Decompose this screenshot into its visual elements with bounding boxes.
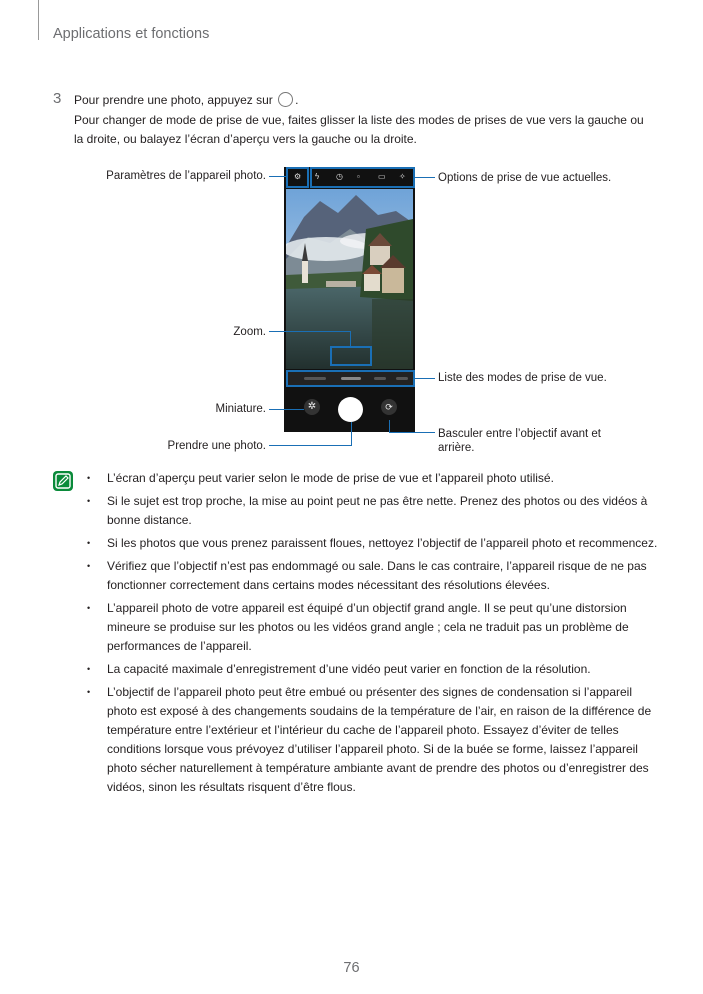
header-divider (38, 0, 39, 40)
note-item: • Si le sujet est trop proche, la mise au point peut ne pas être nette. Prenez des photos ou des vidéos à bonne distance. (86, 492, 661, 530)
motion-photo-icon[interactable]: ▭ (378, 172, 386, 181)
zoom-leader-v (350, 331, 351, 347)
step-instruction-text: Pour prendre une photo, appuyez sur (74, 93, 273, 107)
camera-switch-icon[interactable]: ⟳ (381, 399, 397, 415)
phone-camera-screen (284, 167, 415, 432)
thumbnail-leader (269, 409, 304, 410)
callout-switch-line1: Basculer entre l’objectif avant et (438, 428, 602, 440)
notes-list (86, 469, 661, 801)
modes-highlight (286, 370, 415, 387)
note-item: • La capacité maximale d’enregistrement d’une vidéo peut varier en fonction de la résolution. (86, 660, 661, 679)
note-item: • Si les photos que vous prenez paraissent floues, nettoyez l’objectif de l’appareil photo et recommencez. (86, 534, 661, 553)
note-item: • L’objectif de l’appareil photo peut être embué ou présenter des signes de condensation si l’appareil photo est exposé à des changements soudains de la température de l’air, en raison de la différence de température entre l’extérieur et l’intérieur du cache de l’appareil photo. Essayez d’éviter de telles conditions lorsque vous prévoyez d’utiliser l’appareil photo. Si de la buée se forme, laissez l’appareil photo sécher naturellement à température ambiante avant de prendre des photos ou d’enregistrer des vidéos, sinon les résultats risquent d’être flous. (86, 683, 661, 797)
options-highlight (310, 167, 415, 188)
timer-icon[interactable]: ◷ (336, 172, 343, 181)
gear-icon[interactable]: ⚙ (294, 172, 302, 181)
modes-leader (415, 378, 435, 379)
shutter-circle-icon (278, 92, 293, 107)
filter-icon[interactable]: ✧ (399, 172, 406, 181)
callout-modes: Liste des modes de prise de vue. (438, 372, 607, 384)
callout-zoom: Zoom. (233, 326, 266, 338)
pencil-note-icon (53, 471, 73, 491)
callout-switch-line2: arrière. (438, 442, 475, 454)
step-instruction (74, 92, 299, 109)
flash-icon[interactable]: ϟ (315, 172, 320, 181)
note-item: • L’écran d’aperçu peut varier selon le mode de prise de vue et l’appareil photo utilisé. (86, 469, 661, 488)
settings-leader (269, 176, 286, 177)
pencil-glyph (53, 471, 73, 491)
zoom-highlight (330, 346, 372, 366)
page-number: 76 (343, 960, 360, 976)
step-number: 3 (53, 90, 62, 107)
settings-highlight (286, 167, 309, 188)
step-description: Pour changer de mode de prise de vue, faites glisser la liste des modes de prises de vue vers la gauche ou la droite, ou balayez l’écran d’aperçu vers la gauche ou la droite. (74, 113, 644, 146)
callout-settings: Paramètres de l’appareil photo. (106, 170, 266, 182)
step-instruction-end: . (295, 93, 299, 107)
callout-take-photo: Prendre une photo. (167, 440, 266, 452)
take-photo-leader-h (269, 445, 352, 446)
note-item: • L’appareil photo de votre appareil est équipé d’un objectif grand angle. Il se peut qu’une distorsion mineure se produise sur les photos ou les vidéos grand angle ; cela ne traduit pas un problème de performances de l’appareil. (86, 599, 661, 656)
switch-leader-h (389, 432, 435, 433)
take-photo-leader-v (351, 422, 352, 446)
header-title: Applications et fonctions (53, 26, 210, 42)
callout-options: Options de prise de vue actuelles. (438, 172, 612, 184)
options-leader (415, 177, 435, 178)
zoom-leader-h (269, 331, 351, 332)
callout-thumbnail: Miniature. (215, 403, 266, 415)
shutter-button[interactable] (338, 397, 363, 422)
thumbnail-icon[interactable]: ✲ (304, 399, 320, 415)
note-item: • Vérifiez que l’objectif n’est pas endommagé ou sale. Dans le cas contraire, l’appareil risque de ne pas fonctionner correctement dans certains modes nécessitant des résolutions élevées. (86, 557, 661, 595)
aspect-ratio-icon[interactable]: ▫ (357, 172, 360, 181)
